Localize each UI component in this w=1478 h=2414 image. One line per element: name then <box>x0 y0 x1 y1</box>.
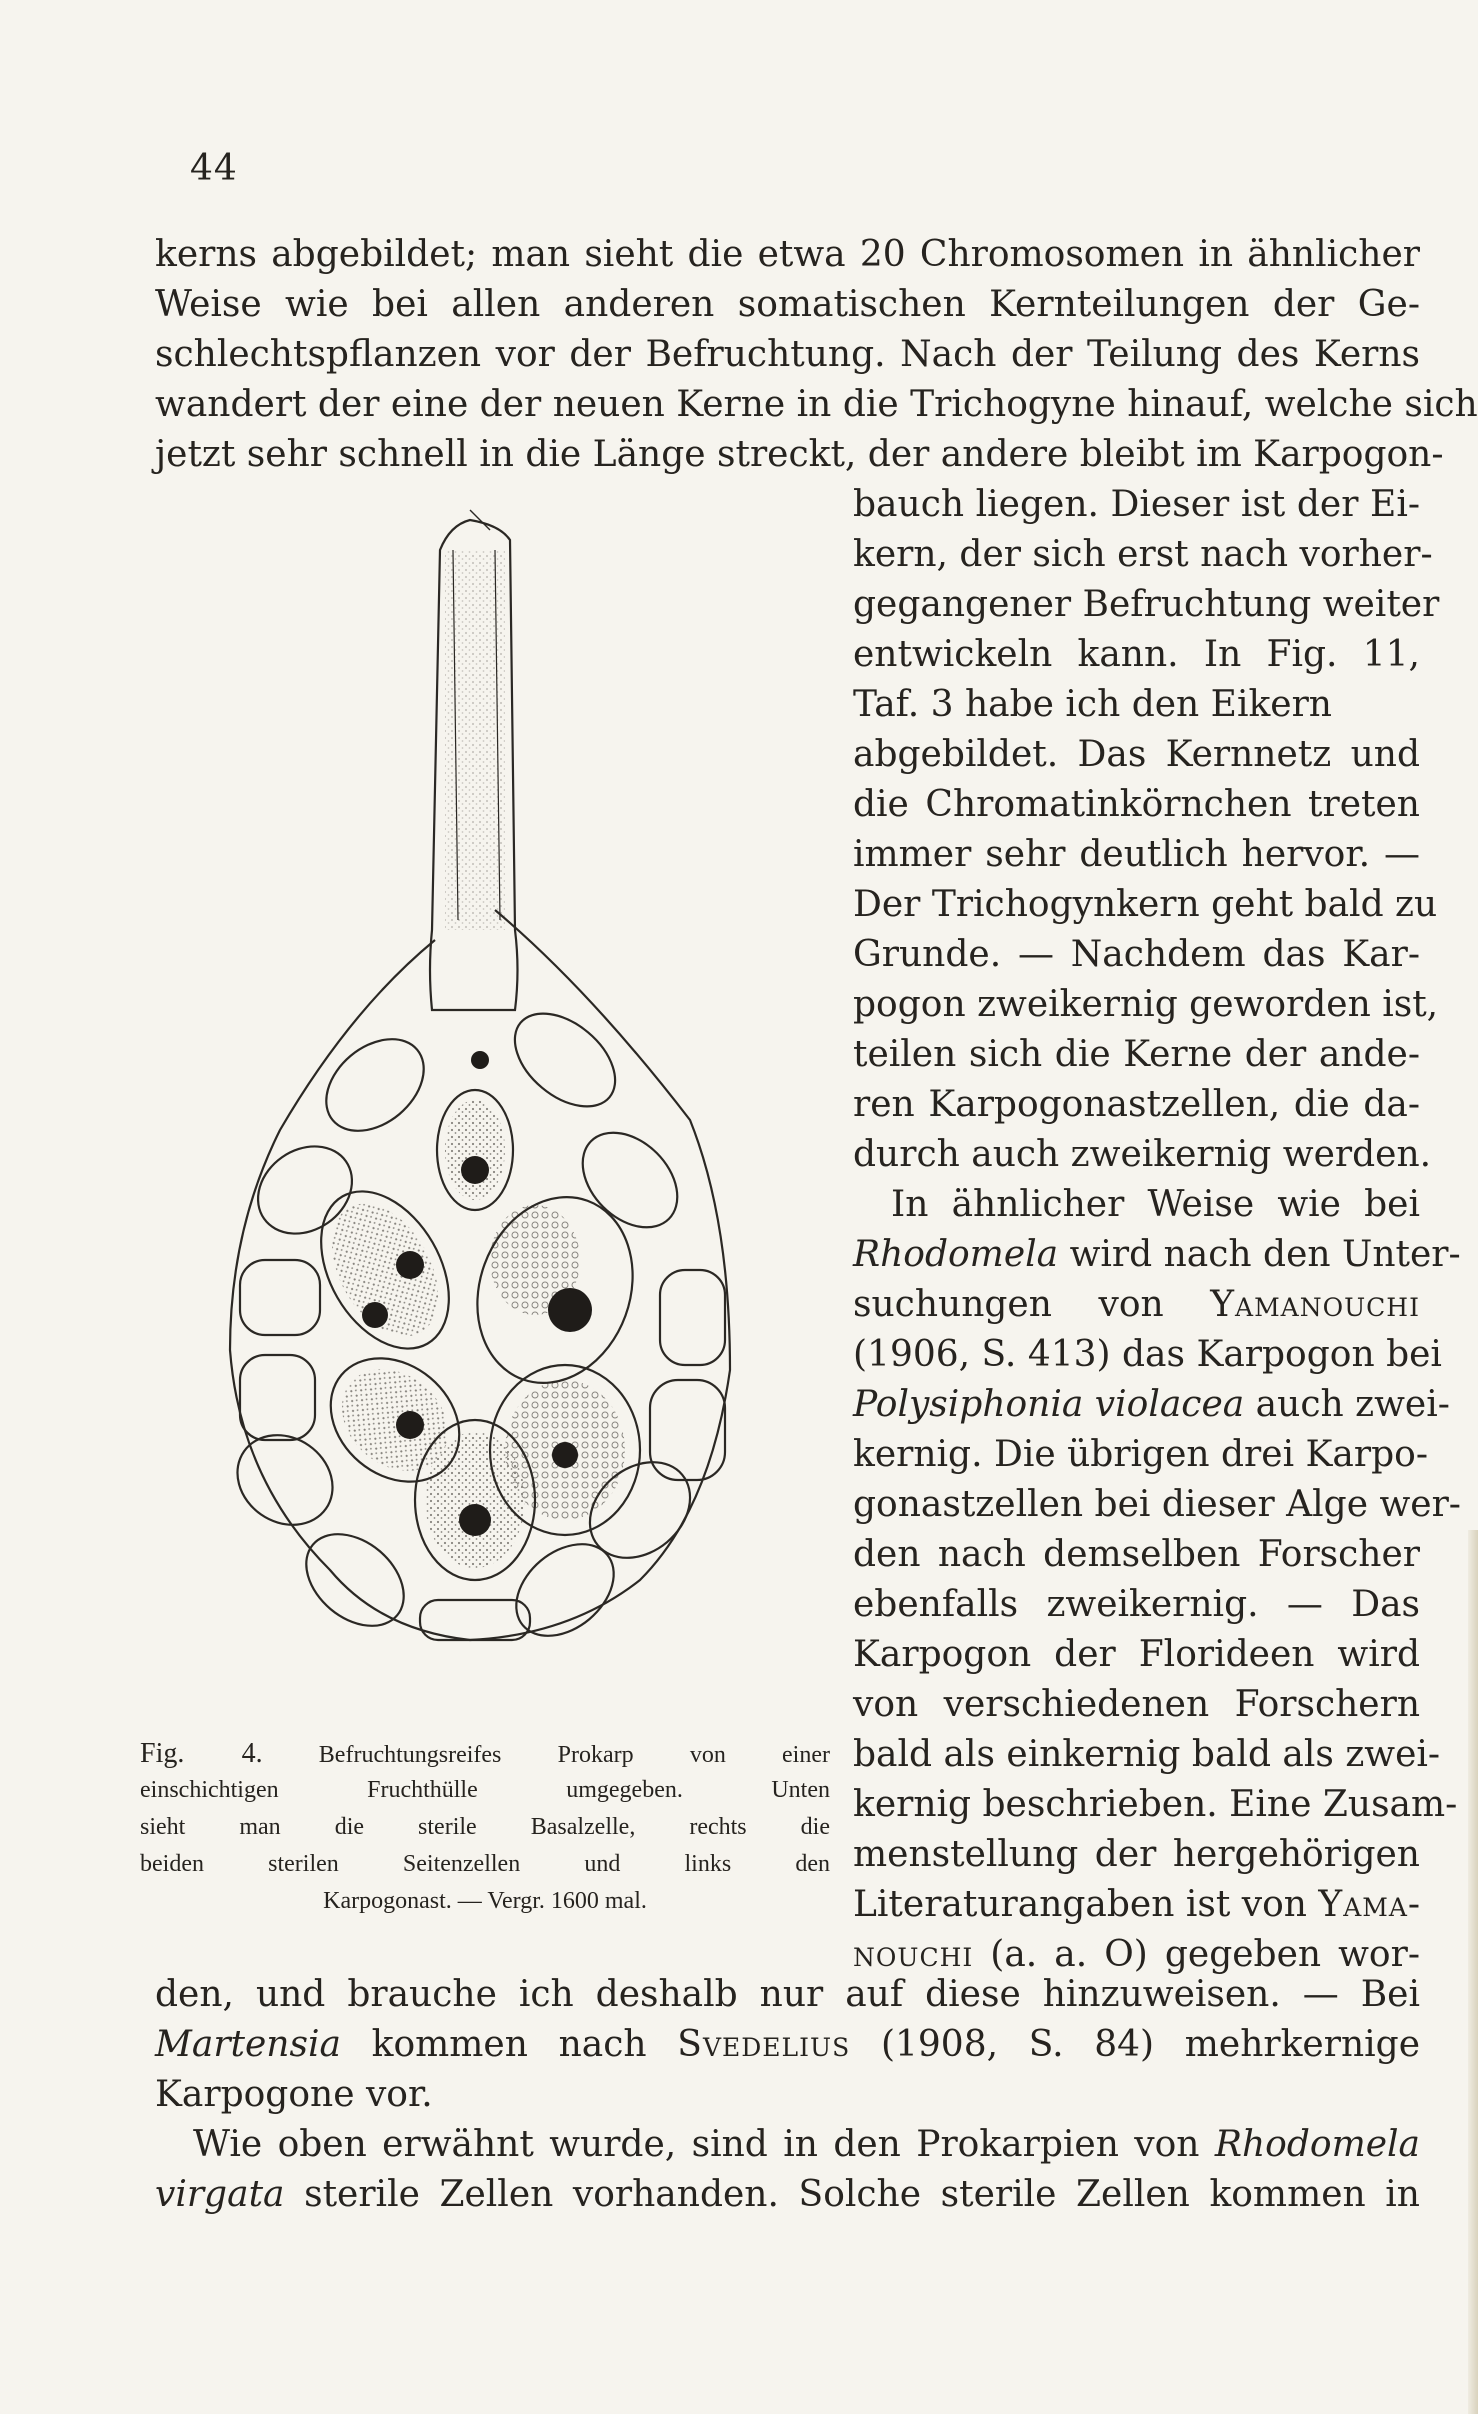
body-line <box>155 1970 1420 2020</box>
page-number: 44 <box>190 148 238 189</box>
caption-line: sieht man die sterile Basalzelle, rechts die <box>140 1814 830 1840</box>
figure-label: Fig. 4. <box>140 1738 263 1769</box>
column-line: Karpogon der Florideen wird <box>853 1634 1420 1675</box>
column-line: bauch liegen. Dieser ist der Ei- <box>853 484 1420 525</box>
caption-line: beiden sterilen Seitenzellen und links den <box>140 1851 830 1877</box>
column-line: durch auch zweikernig werden. <box>853 1134 1432 1175</box>
column-line: ren Karpogonastzellen, die da- <box>853 1084 1420 1125</box>
genus-name: Martensia <box>155 2024 341 2065</box>
prokarp-illustration <box>170 470 820 1720</box>
text-span: auf diese hinzuweisen. — Bei <box>845 1974 1420 2015</box>
body-line: wandert der eine der neuen Kerne in die Trichogyne hinauf, welche sich <box>155 384 1478 425</box>
column-line <box>853 1280 1420 1330</box>
body-line: Karpogone vor. <box>155 2074 433 2115</box>
author-name: nouchi <box>853 1934 974 1975</box>
column-line: kernig. Die übrigen drei Karpo- <box>853 1434 1428 1475</box>
text-span: auch zwei- <box>1255 1384 1450 1425</box>
figure-caption <box>140 1735 830 1920</box>
body-line: jetzt sehr schnell in die Länge streckt, der andere bleibt im Karpogon- <box>155 434 1444 475</box>
column-line: gonastzellen bei dieser Alge wer- <box>853 1484 1461 1525</box>
column-line: entwickeln kann. In Fig. 11, <box>853 634 1420 675</box>
caption-line: einschichtigen Fruchthülle umgegeben. Unten <box>140 1777 830 1803</box>
column-line: Der Trichogynkern geht bald zu <box>853 884 1438 925</box>
column-line: den nach demselben Forscher <box>853 1534 1420 1575</box>
prokarp-figure <box>170 470 820 1720</box>
caption-line: Karpogonast. — Vergr. 1600 mal. <box>323 1888 647 1914</box>
column-line: In ähnlicher Weise wie bei <box>891 1184 1420 1225</box>
genus-name: Rhodomela <box>853 1234 1059 1275</box>
text-span: kommen nach <box>371 2024 647 2065</box>
body-line <box>155 2120 1420 2170</box>
text-span: sterile Zellen vorhanden. Solche sterile Zellen kommen in <box>304 2174 1420 2215</box>
text-span: Wie oben erwähnt wurde, sind in den Prokarpien von <box>193 2124 1200 2165</box>
text-span: wird nach den Unter- <box>1069 1234 1461 1275</box>
body-line: kerns abgebildet; man sieht die etwa 20 Chromosomen in ähnlicher <box>155 234 1420 275</box>
column-line <box>853 1380 1450 1430</box>
column-line: kern, der sich erst nach vorher- <box>853 534 1433 575</box>
genus-name: Rhodomela <box>1214 2124 1420 2165</box>
text-span: suchungen von <box>853 1284 1164 1325</box>
column-line <box>853 1880 1420 1930</box>
body-line <box>155 2020 1420 2070</box>
column-line: von verschiedenen Forschern <box>853 1684 1420 1725</box>
column-line: die Chromatinkörnchen treten <box>853 784 1420 825</box>
body-line <box>155 2170 1420 2220</box>
column-line: bald als einkernig bald als zwei- <box>853 1734 1441 1775</box>
text-span: (1908, S. 84) mehrkernige <box>880 2024 1420 2065</box>
column-line: (1906, S. 413) das Karpogon bei <box>853 1334 1442 1375</box>
species-name: Polysiphonia violacea <box>853 1384 1245 1425</box>
body-line: Weise wie bei allen anderen somatischen Kernteilungen der Ge- <box>155 284 1420 325</box>
species-name: virgata <box>155 2174 285 2215</box>
body-line: schlechtspflanzen vor der Befruchtung. Nach der Teilung des Kerns <box>155 334 1420 375</box>
page-edge-shadow <box>1468 1530 1478 2414</box>
author-name: Yamanouchi <box>1210 1284 1420 1325</box>
author-name: Svedelius <box>677 2024 851 2065</box>
author-name: Yama- <box>1318 1884 1422 1925</box>
column-line: Taf. 3 habe ich den Eikern <box>853 684 1332 725</box>
column-line: gegangener Befruchtung weiter <box>853 584 1440 625</box>
column-line: abgebildet. Das Kernnetz und <box>853 734 1420 775</box>
column-line: ebenfalls zweikernig. — Das <box>853 1584 1420 1625</box>
text-span: (a. a. O) gegeben wor- <box>990 1934 1420 1975</box>
column-line: menstellung der hergehörigen <box>853 1834 1420 1875</box>
column-line: teilen sich die Kerne der ande- <box>853 1034 1420 1075</box>
column-line: pogon zweikernig geworden ist, <box>853 984 1439 1025</box>
text-span: Befruchtungsreifes Prokarp von einer <box>318 1742 830 1768</box>
caption-line <box>140 1735 830 1772</box>
column-line: Grunde. — Nachdem das Kar- <box>853 934 1420 975</box>
column-line: kernig beschrieben. Eine Zusam- <box>853 1784 1458 1825</box>
text-span: Literaturangaben ist von <box>853 1884 1307 1925</box>
column-line: immer sehr deutlich hervor. — <box>853 834 1420 875</box>
column-line <box>853 1230 1461 1280</box>
text-span: den, und brauche ich deshalb nur <box>155 1974 824 2015</box>
